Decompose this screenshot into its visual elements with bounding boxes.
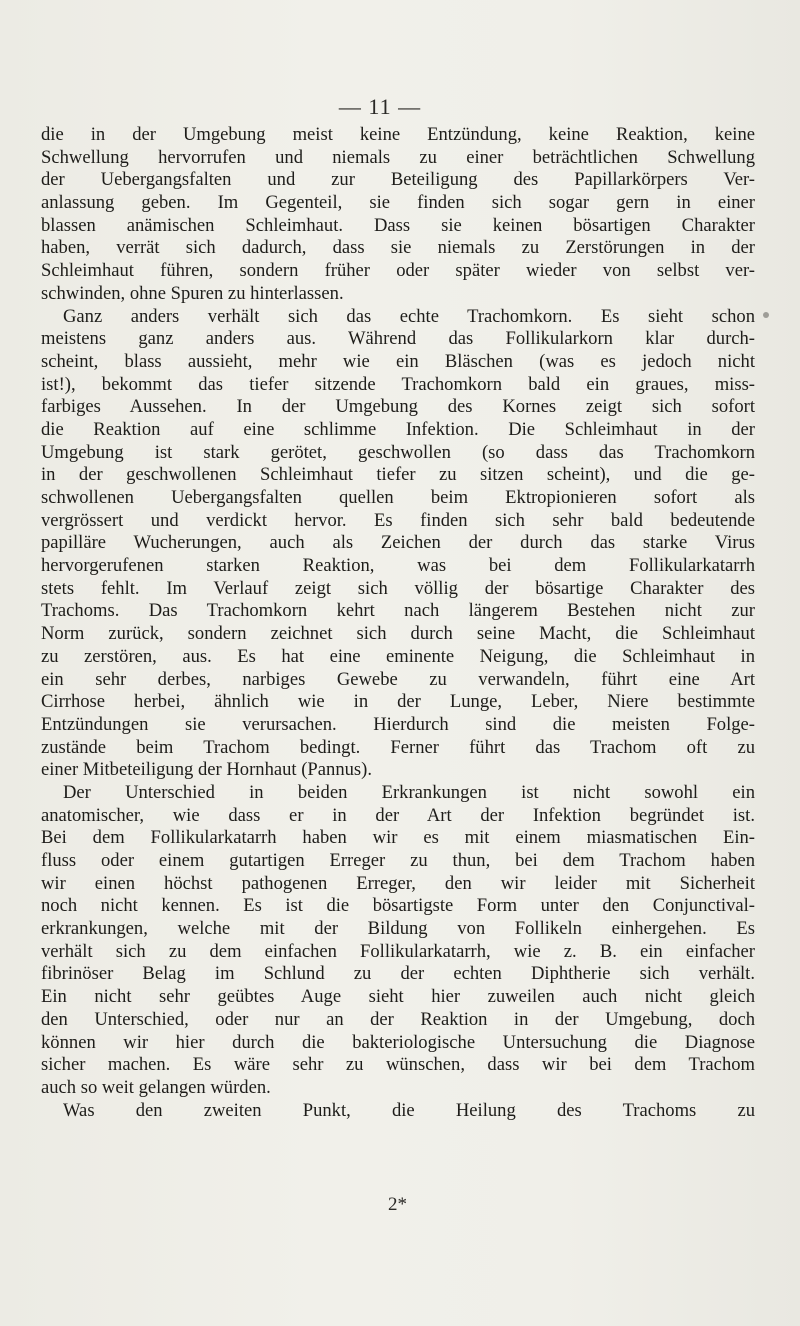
text-line: zu zerstören, aus. Es hat eine eminente Neigung, die Schleimhaut in (41, 645, 755, 667)
text-line: stets fehlt. Im Verlauf zeigt sich völlig der bösartige Charakter des (41, 577, 755, 599)
margin-dot (763, 312, 769, 318)
text-line: schwollenen Uebergangsfalten quellen beim Ektropionieren sofort als (41, 487, 755, 508)
text-line: Bei dem Follikularkatarrh haben wir es mit einem miasmatischen Ein- (41, 827, 755, 849)
text-line: der Uebergangsfalten und zur Beteiligung des Papillarkörpers Ver- (41, 169, 755, 191)
text-line: ist!), bekommt das tiefer sitzende Trachomkorn bald ein graues, miss- (41, 373, 755, 395)
text-line: anlassung geben. Im Gegenteil, sie finden sich sogar gern in einer (41, 192, 755, 214)
text-line: haben, verrät sich dadurch, dass sie niemals zu Zerstörungen in der (41, 237, 755, 259)
text-line: vergrössert und verdickt hervor. Es finden sich sehr bald bedeutende (41, 509, 755, 531)
text-line: die in der Umgebung meist keine Entzündung, keine Reaktion, keine (41, 124, 755, 145)
signature-mark: 2* (388, 1194, 407, 1215)
text-line: erkrankungen, welche mit der Bildung von Follikeln einhergehen. Es (41, 918, 755, 940)
text-line: die Reaktion auf eine schlimme Infektion. Die Schleimhaut in der (41, 418, 755, 440)
text-line: verhält sich zu dem einfachen Follikularkatarrh, wie z. B. ein einfacher (41, 940, 755, 962)
text-line: Norm zurück, sondern zeichnet sich durch seine Macht, die Schleimhaut (41, 623, 755, 645)
text-line: den Unterschied, oder nur an der Reaktion in der Umgebung, doch (41, 1008, 755, 1030)
text-line: zustände beim Trachom bedingt. Ferner führt das Trachom oft zu (41, 736, 755, 758)
text-line: anatomischer, wie dass er in der Art der Infektion begründet ist. (41, 804, 755, 826)
text-line: wir einen höchst pathogenen Erreger, den wir leider mit Sicherheit (41, 872, 755, 894)
body-text (41, 124, 755, 1122)
text-line: in der geschwollenen Schleimhaut tiefer zu sitzen scheint), und die ge- (41, 464, 755, 486)
text-line: einer Mitbeteiligung der Hornhaut (Pannus). (41, 759, 372, 781)
text-line: Umgebung ist stark gerötet, geschwollen (so dass das Trachomkorn (41, 441, 755, 463)
text-line: meistens ganz anders aus. Während das Follikularkorn klar durch- (41, 328, 755, 350)
text-line: Der Unterschied in beiden Erkrankungen ist nicht sowohl ein (63, 781, 755, 803)
text-line: schwinden, ohne Spuren zu hinterlassen. (41, 282, 344, 304)
text-line: noch nicht kennen. Es ist die bösartigste Form unter den Conjunctival- (41, 895, 755, 917)
text-line: scheint, blass aussieht, mehr wie ein Bläschen (was es jedoch nicht (41, 350, 755, 372)
text-line: papilläre Wucherungen, auch als Zeichen der durch das starke Virus (41, 532, 755, 554)
text-line: fibrinöser Belag im Schlund zu der echten Diphtherie sich verhält. (41, 963, 755, 985)
text-line: Was den zweiten Punkt, die Heilung des Trachoms zu (63, 1099, 755, 1121)
text-line: sicher machen. Es wäre sehr zu wünschen, dass wir bei dem Trachom (41, 1054, 755, 1076)
text-line: Cirrhose herbei, ähnlich wie in der Lunge, Leber, Niere bestimmte (41, 691, 755, 713)
text-line: auch so weit gelangen würden. (41, 1076, 271, 1098)
text-line: fluss oder einem gutartigen Erreger zu thun, bei dem Trachom haben (41, 850, 755, 871)
text-line: farbiges Aussehen. In der Umgebung des Kornes zeigt sich sofort (41, 396, 755, 418)
text-line: Schwellung hervorrufen und niemals zu einer beträchtlichen Schwellung (41, 146, 755, 168)
text-line: ein sehr derbes, narbiges Gewebe zu verwandeln, führt eine Art (41, 668, 755, 690)
page-number: — 11 — (338, 94, 422, 119)
text-line: Schleimhaut führen, sondern früher oder später wieder von selbst ver- (41, 260, 755, 282)
text-line: Entzündungen sie verursachen. Hierdurch sind die meisten Folge- (41, 713, 755, 735)
text-line: blassen anämischen Schleimhaut. Dass sie keinen bösartigen Charakter (41, 214, 755, 236)
text-line: Ein nicht sehr geübtes Auge sieht hier zuweilen auch nicht gleich (41, 986, 755, 1008)
text-line: Trachoms. Das Trachomkorn kehrt nach längerem Bestehen nicht zur (41, 600, 755, 622)
text-line: Ganz anders verhält sich das echte Trachomkorn. Es sieht schon (63, 305, 755, 327)
text-line: hervorgerufenen starken Reaktion, was bei dem Follikularkatarrh (41, 555, 755, 577)
text-line: können wir hier durch die bakteriologische Untersuchung die Diagnose (41, 1031, 755, 1053)
